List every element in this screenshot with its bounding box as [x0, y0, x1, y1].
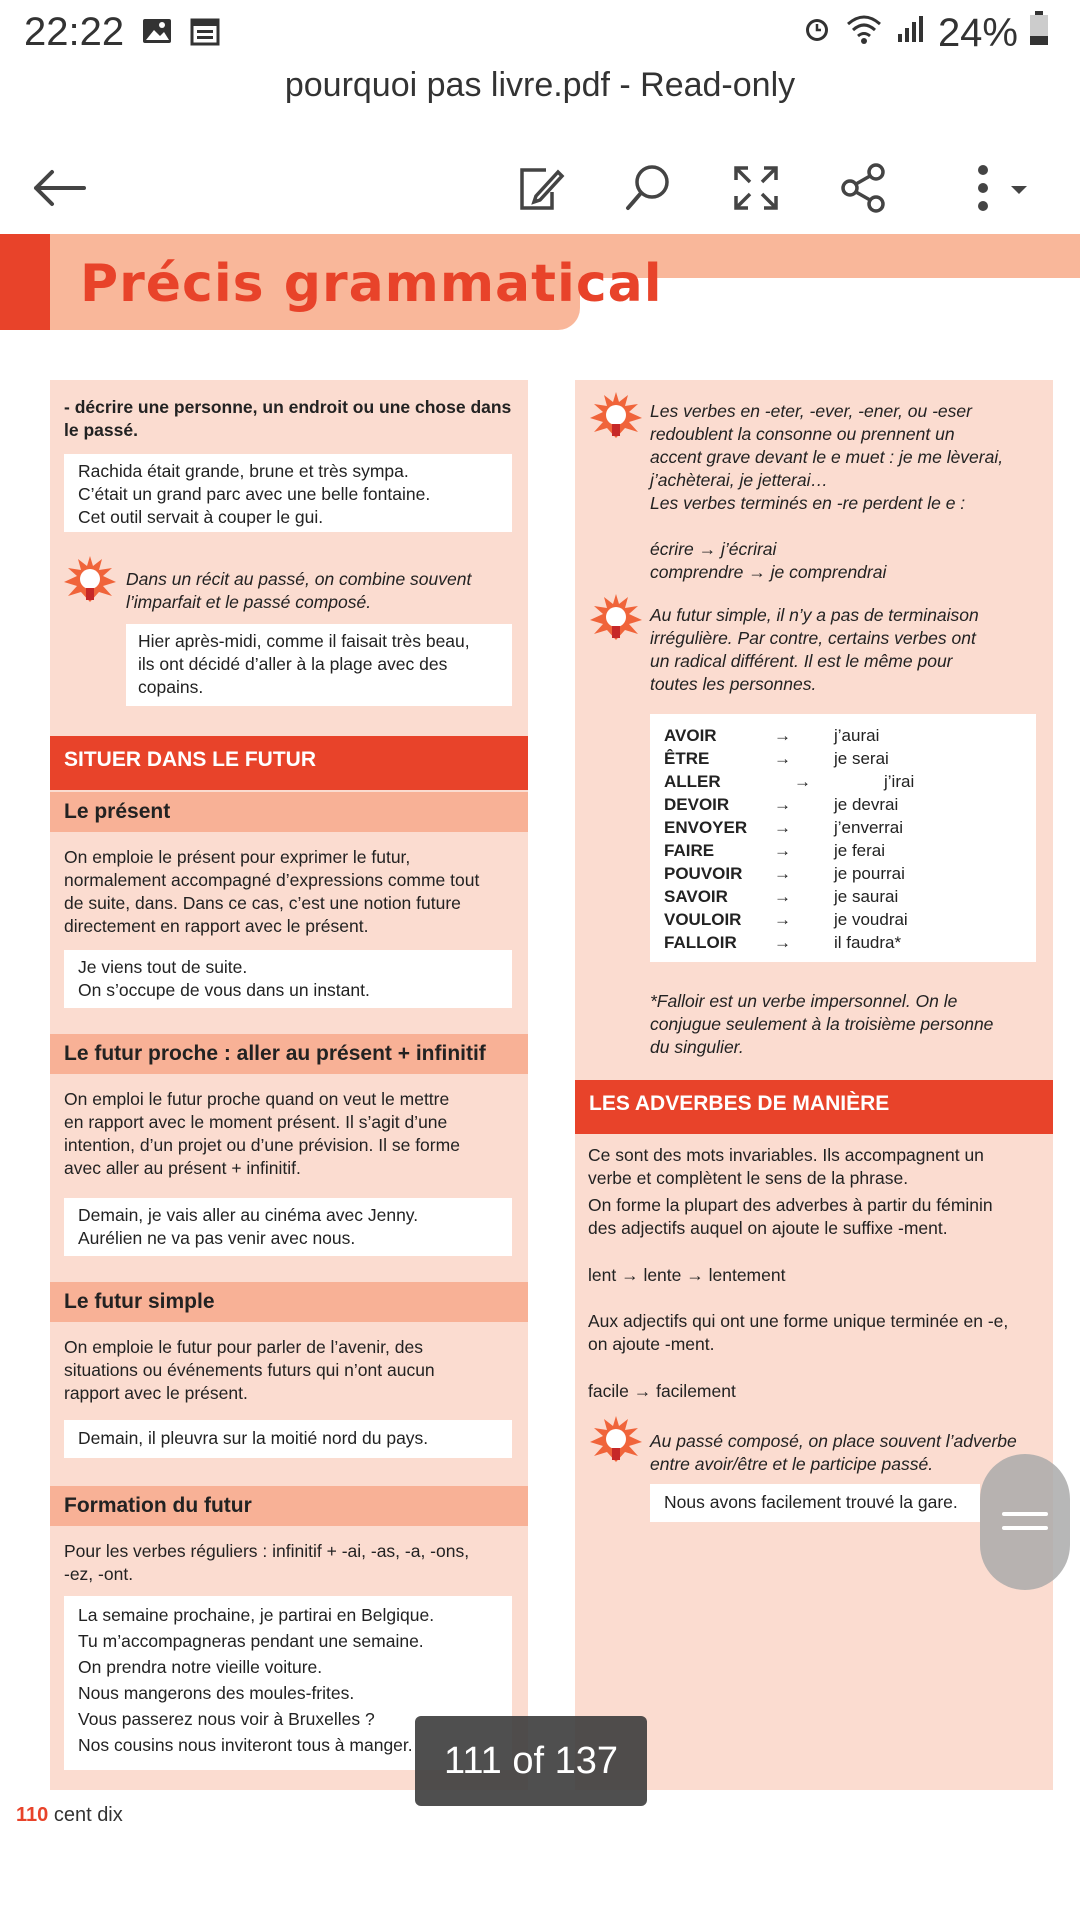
- body-line: de suite, dans. Dans ce cas, c’est une notion future: [64, 893, 461, 913]
- verb-row: [664, 724, 914, 747]
- verb-infinitive: SAVOIR: [664, 887, 728, 906]
- fullscreen-button[interactable]: [716, 150, 796, 230]
- example-line: Nous avons facilement trouvé la gare.: [664, 1492, 958, 1512]
- body-line: situations ou événements futurs qui n’ont aucun: [64, 1360, 435, 1380]
- calendar-notification-icon: [188, 14, 222, 53]
- verb-future: je ferai: [834, 841, 886, 860]
- section-heading: LES ADVERBES DE MANIÈRE: [575, 1080, 1053, 1134]
- verb-row: [664, 839, 914, 862]
- verb-infinitive: ÊTRE: [664, 749, 710, 768]
- subsection-heading: Le présent: [50, 792, 528, 832]
- grip-line: [1002, 1526, 1048, 1530]
- verb-infinitive: FALLOIR: [664, 933, 737, 952]
- search-button[interactable]: [608, 150, 688, 230]
- verb-infinitive: DEVOIR: [664, 795, 730, 814]
- body-line: en rapport avec le moment présent. Il s’agit d’une: [64, 1112, 448, 1132]
- verb-row: [664, 931, 914, 954]
- body-line: avec aller au présent + infinitif.: [64, 1158, 301, 1178]
- verb-future: je saurai: [834, 887, 899, 906]
- example-box-3: [64, 950, 512, 1008]
- body-line: normalement accompagné d’expressions comme tout: [64, 870, 480, 890]
- example-line: Demain, il pleuvra sur la moitié nord du pays.: [78, 1428, 429, 1448]
- back-icon: [32, 168, 88, 213]
- arrow-icon: →: [774, 933, 791, 952]
- title-band: [0, 234, 1080, 330]
- example-line: On s’occupe de vous dans un instant.: [78, 980, 370, 1000]
- example-line: On prendra notre vieille voiture.: [78, 1657, 323, 1677]
- example-line: La semaine prochaine, je partirai en Belgique.: [78, 1605, 435, 1625]
- tip-line: toutes les personnes.: [650, 674, 817, 694]
- arrow-icon: →: [774, 864, 791, 883]
- body-line: on ajoute -ment.: [588, 1334, 715, 1354]
- body-line: On emploi le futur proche quand on veut le mettre: [64, 1089, 450, 1109]
- arrow-icon: →: [774, 795, 791, 814]
- arrow-icon: →: [774, 910, 791, 929]
- edit-icon: [514, 162, 566, 219]
- toolbar: [0, 140, 1080, 236]
- tip-line: Les verbes en -eter, -ever, -ener, ou -eser: [650, 401, 972, 421]
- tip-line: irrégulière. Par contre, certains verbes ont: [650, 628, 976, 648]
- example-line: ils ont décidé d’aller à la plage avec des: [138, 654, 448, 674]
- irregular-verbs-table: [650, 714, 1036, 962]
- example-line: Nos cousins nous inviteront tous à manger.: [78, 1735, 413, 1755]
- example-box-5: [64, 1420, 512, 1458]
- verb-future: je pourrai: [834, 864, 905, 883]
- example-line: lent → lente → lentement: [588, 1265, 786, 1285]
- tip-line: Au futur simple, il n’y a pas de terminaison: [650, 605, 979, 625]
- tip-line: Les verbes terminés en -re perdent le e :: [650, 493, 966, 513]
- example-line: Cet outil servait à couper le gui.: [78, 507, 324, 527]
- lightbulb-icon: [588, 390, 644, 446]
- example-line: copains.: [138, 677, 204, 697]
- tip-line: Au passé composé, on place souvent l’adverbe: [650, 1431, 1017, 1451]
- fullscreen-icon: [730, 162, 782, 219]
- verb-infinitive: ENVOYER: [664, 818, 748, 837]
- note-line: *Falloir est un verbe impersonnel. On le: [650, 991, 958, 1011]
- verb-list: [664, 724, 914, 954]
- arrow-icon: →: [794, 772, 811, 791]
- share-button[interactable]: [824, 150, 904, 230]
- example-line: Hier après-midi, comme il faisait très beau,: [138, 631, 470, 651]
- subsection-heading: Le futur simple: [50, 1282, 528, 1322]
- verb-infinitive: FAIRE: [664, 841, 715, 860]
- arrow-icon: →: [774, 841, 791, 860]
- example-line: Nous mangerons des moules-frites.: [78, 1683, 355, 1703]
- tip-text: Dans un récit au passé, on combine souvent l’imparfait et le passé composé.: [126, 569, 472, 612]
- body-line: Aux adjectifs qui ont une forme unique terminée en -e,: [588, 1311, 1009, 1331]
- verb-row: [664, 747, 914, 770]
- body-line: Ce sont des mots invariables. Ils accompagnent un: [588, 1145, 984, 1165]
- edit-button[interactable]: [500, 150, 580, 230]
- search-icon: [622, 162, 674, 219]
- body-line: -ez, -ont.: [64, 1564, 134, 1584]
- body-line: On emploie le futur pour parler de l’avenir, des: [64, 1337, 423, 1357]
- page-number-words: cent dix: [53, 1804, 123, 1826]
- status-bar: [0, 0, 1080, 66]
- document-title: pourquoi pas livre.pdf - Read-only: [284, 66, 796, 104]
- page-footer: [16, 1804, 123, 1827]
- intro-text: - décrire une personne, un endroit ou une chose dans le passé.: [64, 397, 512, 440]
- verb-future: je voudrai: [834, 910, 908, 929]
- title-accent: [0, 234, 50, 330]
- verb-row: [664, 770, 914, 793]
- body-line: Pour les verbes réguliers : infinitif + -ai, -as, -a, -ons,: [64, 1541, 470, 1561]
- verb-infinitive: ALLER: [664, 772, 721, 791]
- status-time: 22:22: [24, 10, 125, 54]
- verb-row: [664, 816, 914, 839]
- verb-row: [664, 862, 914, 885]
- alarm-icon: [800, 11, 834, 56]
- lightbulb-icon: [62, 554, 118, 610]
- page-title: Précis grammatical: [80, 254, 663, 314]
- example-box-7: [650, 1484, 980, 1522]
- lightbulb-icon: [588, 1414, 644, 1470]
- verb-row: [664, 908, 914, 931]
- pdf-page[interactable]: [0, 234, 1080, 1920]
- arrow-icon: →: [774, 749, 791, 768]
- arrow-icon: →: [774, 887, 791, 906]
- page-number: 110: [16, 1804, 49, 1826]
- verb-future: j’enverrai: [834, 818, 903, 837]
- verb-infinitive: VOULOIR: [664, 910, 742, 929]
- section-heading: SITUER DANS LE FUTUR: [50, 736, 528, 790]
- example-line: Rachida était grande, brune et très sympa.: [78, 461, 409, 481]
- example-box-4: [64, 1198, 512, 1256]
- verb-future: je serai: [834, 749, 889, 768]
- example-line: Demain, je vais aller au cinéma avec Jenny.: [78, 1205, 419, 1225]
- example-line: C’était un grand parc avec une belle fontaine.: [78, 484, 431, 504]
- verb-infinitive: POUVOIR: [664, 864, 743, 883]
- body-line: verbe et complètent le sens de la phrase.: [588, 1168, 909, 1188]
- body-line: directement en rapport avec le présent.: [64, 916, 369, 936]
- share-icon: [838, 162, 890, 219]
- body-line: intention, d’un projet ou d’une prévision. Il se forme: [64, 1135, 460, 1155]
- body-line: rapport avec le présent.: [64, 1383, 248, 1403]
- tip-line: redoublent la consonne ou prennent un: [650, 424, 955, 444]
- tip-example: écrire → j’écrirai: [650, 539, 777, 559]
- battery-percent: 24%: [937, 10, 1018, 55]
- verb-future: il faudra*: [834, 933, 902, 952]
- arrow-icon: →: [774, 818, 791, 837]
- note-line: du singulier.: [650, 1037, 744, 1057]
- fast-scroll-handle[interactable]: [980, 1454, 1070, 1590]
- example-box-1: [64, 454, 512, 532]
- subsection-heading: Le futur proche : aller au présent + infinitif: [50, 1034, 528, 1074]
- tip-line: entre avoir/être et le participe passé.: [650, 1454, 934, 1474]
- verb-future: je devrai: [834, 795, 899, 814]
- body-line: des adjectifs auquel on ajoute le suffixe -ment.: [588, 1218, 948, 1238]
- battery-icon: [1028, 10, 1050, 56]
- note-line: conjugue seulement à la troisième personne: [650, 1014, 994, 1034]
- verb-row: [664, 793, 914, 816]
- tip-line: j’achèterai, je jetterai…: [650, 470, 828, 490]
- example-box-2: [126, 624, 512, 706]
- example-line: Tu m’accompagneras pendant une semaine.: [78, 1631, 424, 1651]
- subsection-heading: Formation du futur: [50, 1486, 528, 1526]
- verb-future: j’irai: [884, 772, 915, 791]
- verb-infinitive: AVOIR: [664, 726, 717, 745]
- body-line: On forme la plupart des adverbes à partir du féminin: [588, 1195, 993, 1215]
- more-options-button[interactable]: [960, 150, 1060, 230]
- signal-icon: [894, 11, 928, 56]
- more-icon: [965, 162, 1055, 219]
- example-line: Je viens tout de suite.: [78, 957, 248, 977]
- example-line: Aurélien ne va pas venir avec nous.: [78, 1228, 356, 1248]
- tip-example: comprendre → je comprendrai: [650, 562, 887, 582]
- verb-future: j’aurai: [834, 726, 880, 745]
- grip-line: [1002, 1512, 1048, 1516]
- back-button[interactable]: [20, 150, 100, 230]
- tip-line: accent grave devant le e muet : je me lèverai,: [650, 447, 1004, 467]
- example-line: Vous passerez nous voir à Bruxelles ?: [78, 1709, 375, 1729]
- lightbulb-icon: [588, 592, 644, 648]
- example-line: facile → facilement: [588, 1381, 736, 1401]
- arrow-icon: →: [774, 726, 791, 745]
- page-indicator: 111 of 137: [415, 1716, 647, 1806]
- image-notification-icon: [140, 14, 174, 53]
- verb-row: [664, 885, 914, 908]
- tip-line: un radical différent. Il est le même pour: [650, 651, 953, 671]
- body-line: On emploie le présent pour exprimer le futur,: [64, 847, 411, 867]
- wifi-icon: [844, 11, 884, 56]
